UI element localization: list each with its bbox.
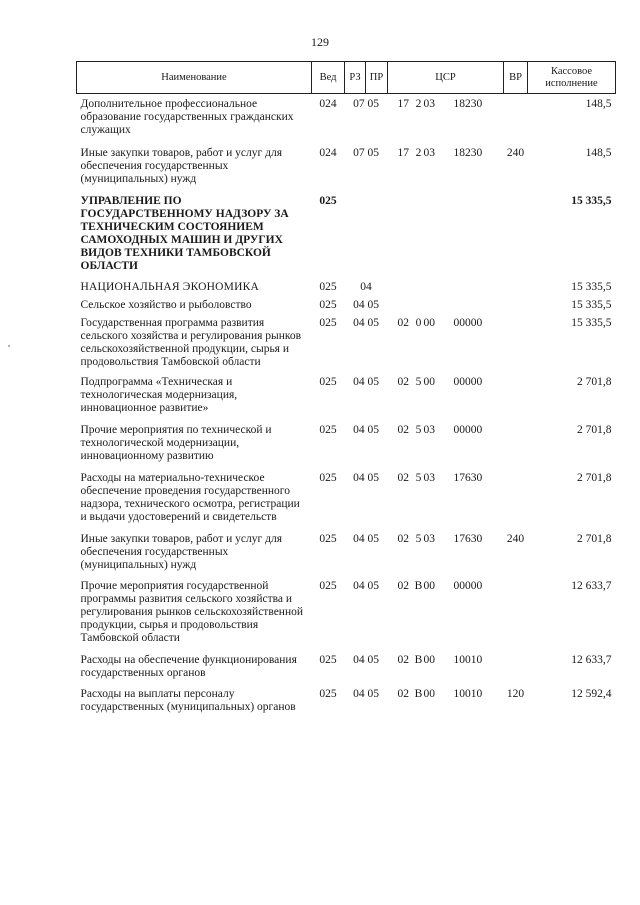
- table-body: [77, 94, 616, 715]
- row-sum: 2 701,8: [577, 424, 612, 436]
- csr-part: 00000: [453, 376, 483, 388]
- row-ved: 025: [319, 424, 337, 436]
- csr-part: 02: [397, 424, 409, 436]
- row-rzpr: 04 05: [353, 299, 379, 311]
- row-sum: 2 701,8: [577, 376, 612, 388]
- csr-part: 03: [423, 472, 435, 484]
- table-row: [77, 472, 616, 533]
- csr-part: 10010: [453, 688, 483, 700]
- csr-part: В: [414, 688, 423, 700]
- row-name: Расходы на выплаты персоналу государственных (муниципальных) органов: [80, 688, 296, 713]
- row-sum: 15 335,5: [571, 299, 612, 311]
- row-csr: [388, 688, 504, 714]
- row-name: УПРАВЛЕНИЕ ПО ГОСУДАРСТВЕННОМУ НАДЗОРУ ЗА ТЕХНИЧЕСКИМ СОСТОЯНИЕМ САМОХОДНЫХ МАШИН И ДРУГИХ ВИДОВ ТЕХНИКИ ТАМБОВСКОЙ ОБЛАСТИ: [80, 195, 289, 272]
- row-rzpr: 04 05: [353, 654, 379, 666]
- row-rzpr: 04 05: [353, 533, 379, 545]
- row-csr: [388, 424, 504, 472]
- csr-part: 17: [397, 98, 409, 110]
- row-name: Прочие мероприятия государственной программы развития сельского хозяйства и регулирования рынков сельскохозяйственной продукции, сырья и продовольствия Тамбовской области: [80, 580, 304, 644]
- row-rzpr: 07 05: [353, 98, 379, 110]
- row-csr: [388, 654, 504, 688]
- row-vr: 240: [506, 533, 525, 545]
- row-vr: [504, 299, 528, 317]
- row-vr: [504, 472, 528, 533]
- row-ved: 025: [319, 533, 337, 545]
- csr-part: 02: [397, 317, 409, 329]
- row-ved: 025: [319, 281, 337, 293]
- csr-part: 18230: [453, 98, 483, 110]
- row-csr: [388, 317, 504, 376]
- csr-part: 02: [397, 654, 409, 666]
- table-row: [77, 533, 616, 580]
- row-csr: [388, 281, 504, 299]
- row-sum: 12 592,4: [571, 688, 612, 700]
- row-rzpr: 04: [360, 281, 372, 293]
- csr-part: 18230: [453, 147, 483, 159]
- csr-part: 00: [423, 688, 435, 700]
- row-name: Подпрограмма «Техническая и технологическая модернизация, инновационное развитие»: [80, 376, 238, 414]
- row-rzpr: 04 05: [353, 688, 379, 700]
- header-rz: РЗ: [345, 62, 366, 94]
- row-rzpr: 04 05: [353, 376, 379, 388]
- row-rzpr: 04 05: [353, 317, 379, 329]
- row-ved: 025: [319, 472, 337, 484]
- row-ved: 025: [319, 688, 337, 700]
- table-row: [77, 94, 616, 148]
- csr-part: В: [414, 580, 423, 592]
- row-name: Прочие мероприятия по технической и технологической модернизации, инновационному развитию: [80, 424, 272, 462]
- row-ved: 025: [319, 376, 337, 388]
- row-name: Государственная программа развития сельского хозяйства и регулирования рынков сельскохозяйственной продукции, сырья и продовольствия Тамбовской области: [80, 317, 302, 368]
- row-csr: [388, 299, 504, 317]
- row-rzpr: 07 05: [353, 147, 379, 159]
- table-row: [77, 376, 616, 424]
- row-rzpr: 04 05: [353, 424, 379, 436]
- csr-part: 03: [423, 98, 435, 110]
- csr-part: 5: [415, 424, 422, 436]
- row-vr: 120: [506, 688, 525, 700]
- row-name: Сельское хозяйство и рыболовство: [80, 299, 252, 311]
- row-ved: 024: [319, 147, 337, 159]
- row-sum: 15 335,5: [571, 195, 612, 207]
- row-vr: [504, 580, 528, 654]
- row-name: Расходы на обеспечение функционирования государственных органов: [80, 654, 297, 679]
- row-csr: [388, 195, 504, 281]
- row-sum: 148,5: [585, 147, 612, 159]
- csr-part: 02: [397, 688, 409, 700]
- csr-part: 17630: [453, 533, 483, 545]
- row-ved: 025: [319, 299, 337, 311]
- row-name: Иные закупки товаров, работ и услуг для обеспечения государственных (муниципальных) нужд: [80, 533, 282, 571]
- row-csr: [388, 147, 504, 195]
- csr-part: 02: [397, 376, 409, 388]
- row-name: Расходы на материально-техническое обеспечение проведения государственного надзора, технического осмотра, регистрации и выдачи удостоверений и свидетельств: [80, 472, 300, 523]
- row-csr: [388, 580, 504, 654]
- row-csr: [388, 533, 504, 580]
- csr-part: 03: [423, 533, 435, 545]
- row-vr: [504, 376, 528, 424]
- csr-part: 00: [423, 580, 435, 592]
- row-sum: 148,5: [585, 98, 612, 110]
- row-rzpr: 04 05: [353, 580, 379, 592]
- budget-table: [76, 61, 616, 714]
- header-sum: Кассовое исполнение: [528, 62, 616, 94]
- row-vr: [504, 94, 528, 148]
- row-vr: [504, 654, 528, 688]
- row-rzpr: 04 05: [353, 472, 379, 484]
- row-ved: 025: [319, 654, 337, 666]
- csr-part: 00: [423, 376, 435, 388]
- table-row: [77, 424, 616, 472]
- row-sum: 2 701,8: [577, 533, 612, 545]
- table-row: [77, 580, 616, 654]
- header-pr: ПР: [366, 62, 388, 94]
- csr-part: 02: [397, 533, 409, 545]
- csr-part: 03: [423, 147, 435, 159]
- row-name: НАЦИОНАЛЬНАЯ ЭКОНОМИКА: [80, 281, 259, 293]
- table-row: [77, 654, 616, 688]
- row-sum: 15 335,5: [571, 317, 612, 329]
- row-ved: 025: [319, 195, 337, 207]
- csr-part: 17: [397, 147, 409, 159]
- table-row: [77, 281, 616, 299]
- row-csr: [388, 94, 504, 148]
- csr-part: 0: [415, 317, 422, 329]
- table-row: [77, 688, 616, 714]
- row-vr: [504, 317, 528, 376]
- csr-part: 00: [423, 654, 435, 666]
- csr-part: 2: [415, 98, 422, 110]
- row-sum: 15 335,5: [571, 281, 612, 293]
- csr-part: 00: [423, 317, 435, 329]
- row-name: Иные закупки товаров, работ и услуг для обеспечения государственных (муниципальных) нужд: [80, 147, 282, 185]
- row-sum: 12 633,7: [571, 654, 612, 666]
- csr-part: 5: [415, 472, 422, 484]
- header-ved: Вед: [312, 62, 345, 94]
- page-number: 129: [311, 35, 329, 49]
- header-name: Наименование: [77, 62, 312, 94]
- csr-part: 00000: [453, 424, 483, 436]
- csr-part: 02: [397, 472, 409, 484]
- row-csr: [388, 472, 504, 533]
- table-row: [77, 317, 616, 376]
- csr-part: 02: [397, 580, 409, 592]
- header-csr: ЦСР: [388, 62, 504, 94]
- row-vr: [504, 195, 528, 281]
- row-name: Дополнительное профессиональное образование государственных гражданских служащих: [80, 98, 294, 136]
- row-vr: [504, 424, 528, 472]
- row-sum: 2 701,8: [577, 472, 612, 484]
- table-header-row: [77, 62, 616, 94]
- csr-part: 00000: [453, 317, 483, 329]
- row-ved: 024: [319, 98, 337, 110]
- csr-part: В: [414, 654, 423, 666]
- csr-part: 17630: [453, 472, 483, 484]
- row-sum: 12 633,7: [571, 580, 612, 592]
- header-vr: ВР: [504, 62, 528, 94]
- table-row: [77, 299, 616, 317]
- csr-part: 03: [423, 424, 435, 436]
- csr-part: 10010: [453, 654, 483, 666]
- table-row: [77, 147, 616, 195]
- row-ved: 025: [319, 580, 337, 592]
- csr-part: 00000: [453, 580, 483, 592]
- csr-part: 5: [415, 533, 422, 545]
- row-csr: [388, 376, 504, 424]
- row-vr: [504, 281, 528, 299]
- csr-part: 5: [415, 376, 422, 388]
- row-vr: 240: [506, 147, 525, 159]
- scan-artifact: [8, 345, 10, 347]
- row-rzpr: [345, 195, 388, 281]
- table-row: [77, 195, 616, 281]
- csr-part: 2: [415, 147, 422, 159]
- row-ved: 025: [319, 317, 337, 329]
